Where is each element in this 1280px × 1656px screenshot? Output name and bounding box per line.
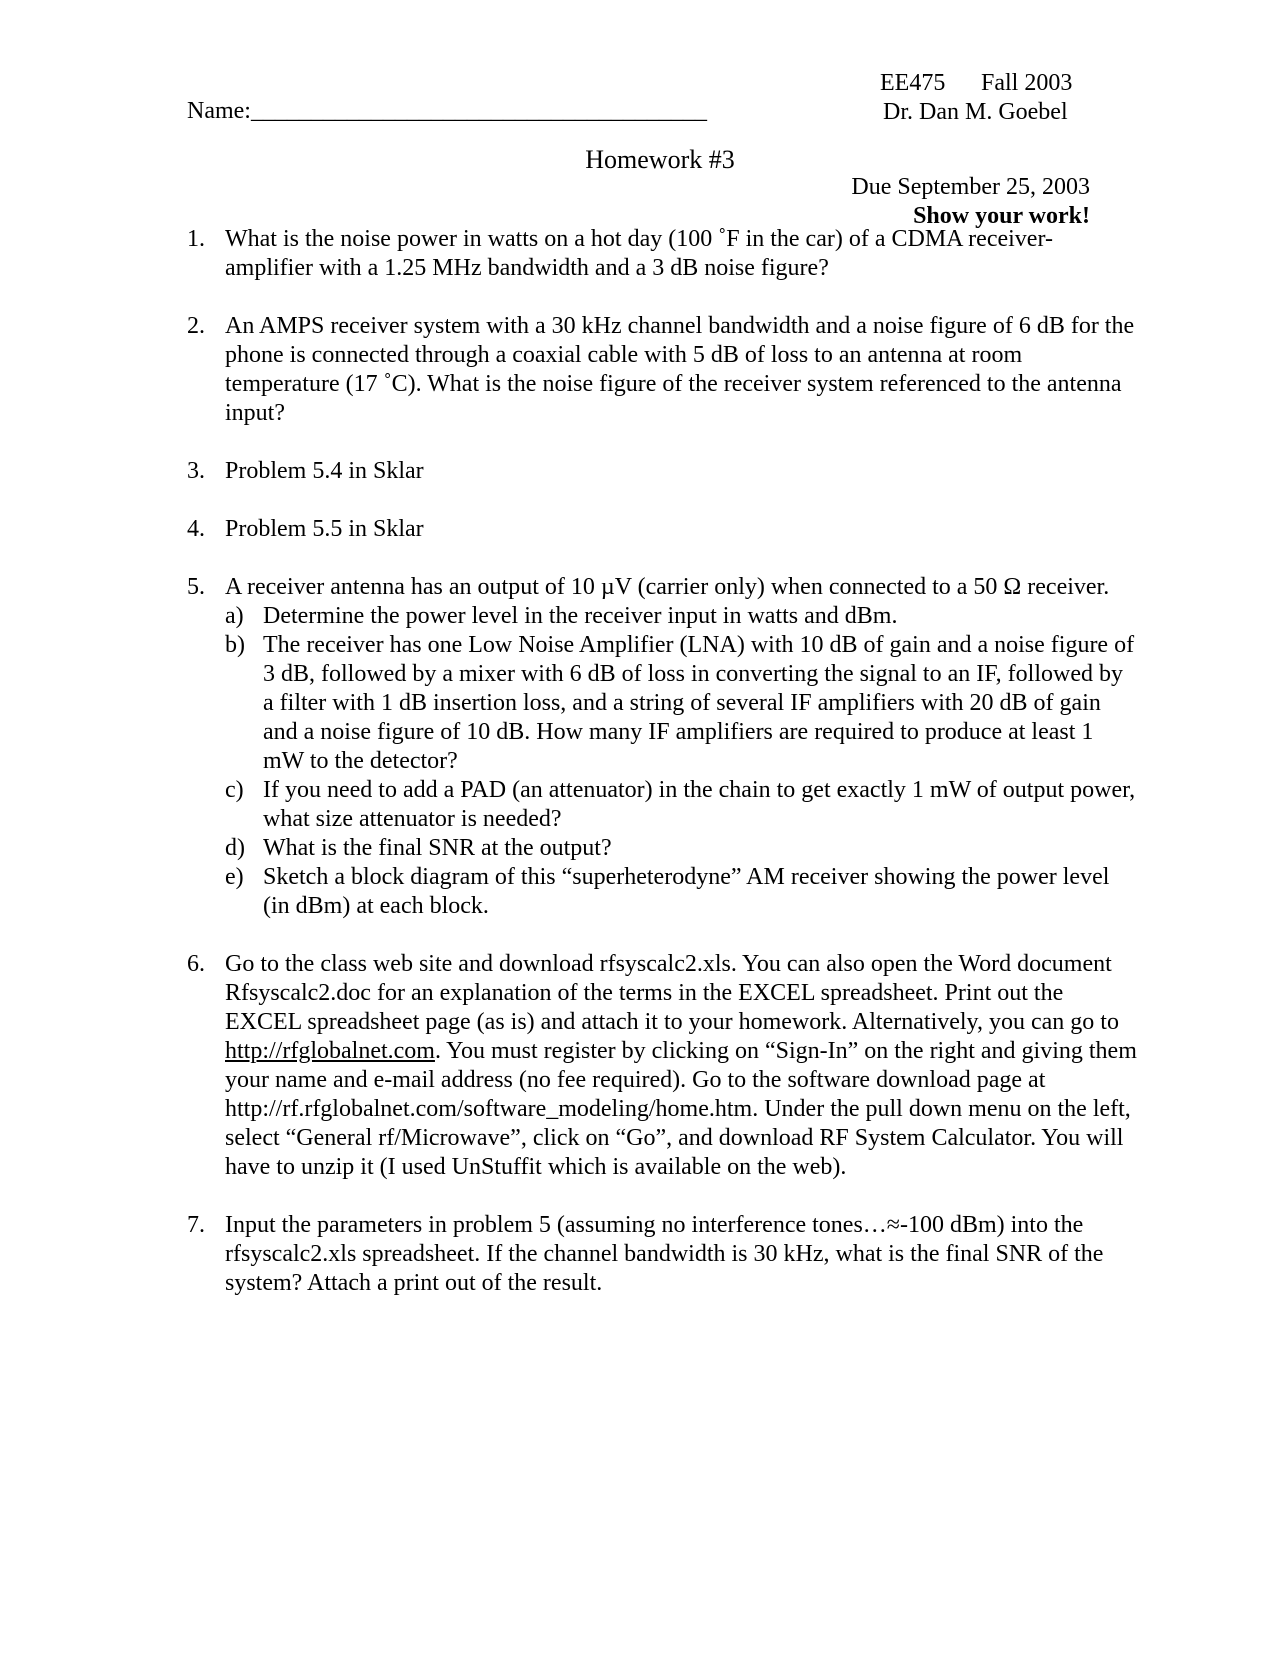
subproblem-text: If you need to add a PAD (an attenuator) in the chain to get exactly 1 mW of output power, what size attenuator is needed? <box>263 777 1136 832</box>
course-header <box>880 69 1090 127</box>
problem-number: 6. <box>187 951 205 977</box>
problem-number: 2. <box>187 313 205 339</box>
subproblem-text: What is the final SNR at the output? <box>263 835 612 861</box>
problem-2 <box>187 312 1137 428</box>
page-title: Homework #3 <box>585 145 735 174</box>
problem-4 <box>187 515 1137 544</box>
problem-text-continued: . You must register by clicking on “Sign-In” on the right and giving them your name and e-mail address (no fee required). Go to the software download page at http://rf.rfglobalnet.com/software_modeling/home.htm. Under the pull down menu on the left, select “General rf/Microwave”, click on “Go”, and download RF System Calculator. You will have to unzip it (I used UnStuffit which is available on the web). <box>225 1038 1137 1180</box>
rfglobalnet-link[interactable]: http://rfglobalnet.com <box>225 1038 435 1064</box>
problem-6 <box>187 950 1137 1182</box>
subproblem-d <box>225 834 1137 863</box>
problem-number: 4. <box>187 516 205 542</box>
problem-number: 5. <box>187 574 205 600</box>
subproblem-e <box>225 863 1137 921</box>
subproblem-text: Determine the power level in the receiver input in watts and dBm. <box>263 603 898 629</box>
problem-1 <box>187 225 1137 283</box>
subproblem-c <box>225 776 1137 834</box>
problem-number: 7. <box>187 1212 205 1238</box>
problem-text: What is the noise power in watts on a hot day (100 ˚F in the car) of a CDMA receiver-amplifier with a 1.25 MHz bandwidth and a 3 dB noise figure? <box>225 226 1053 281</box>
subproblem-a <box>225 602 1137 631</box>
show-work-note: Show your work! <box>913 203 1090 229</box>
course-code: EE475 <box>880 70 946 96</box>
problem-7 <box>187 1211 1137 1298</box>
subproblem-label: c) <box>225 777 244 803</box>
instructor: Dr. Dan M. Goebel <box>883 99 1068 125</box>
subproblem-b <box>225 631 1137 776</box>
subproblem-label: e) <box>225 864 244 890</box>
subproblem-label: d) <box>225 835 245 861</box>
problem-number: 3. <box>187 458 205 484</box>
problem-number: 1. <box>187 226 205 252</box>
subproblem-label: a) <box>225 603 244 629</box>
problem-text: Input the parameters in problem 5 (assuming no interference tones…≈-100 dBm) into the rfsyscalc2.xls spreadsheet. If the channel bandwidth is 30 kHz, what is the final SNR of the system? Attach a print out of the result. <box>225 1212 1104 1296</box>
problem-5 <box>187 573 1137 921</box>
problem-text: Go to the class web site and download rfsyscalc2.xls. You can also open the Word document Rfsyscalc2.doc for an explanation of the terms in the EXCEL spreadsheet. Print out the EXCEL spreadsheet page (as is) and attach it to your homework. Alternatively, you can go to <box>225 951 1119 1035</box>
term: Fall 2003 <box>981 70 1073 96</box>
subproblem-label: b) <box>225 632 245 658</box>
subproblem-text: The receiver has one Low Noise Amplifier (LNA) with 10 dB of gain and a noise figure of 3 dB, followed by a mixer with 6 dB of loss in converting the signal to an IF, followed by a filter with 1 dB insertion loss, and a string of several IF amplifiers with 20 dB of gain and a noise figure of 10 dB. How many IF amplifiers are required to produce at least 1 mW to the detector? <box>263 632 1135 774</box>
name-field-line: Name:______________________________________ <box>187 98 707 124</box>
problem-3 <box>187 457 1137 486</box>
problem-text: A receiver antenna has an output of 10 µV (carrier only) when connected to a 50 Ω receiver. <box>225 574 1110 600</box>
problem-text: Problem 5.4 in Sklar <box>225 458 424 484</box>
problem-list <box>187 225 1137 1327</box>
course-term-row <box>880 69 1090 98</box>
problem-text: Problem 5.5 in Sklar <box>225 516 424 542</box>
subproblem-list <box>225 602 1137 921</box>
due-date: Due September 25, 2003 <box>851 174 1090 200</box>
subproblem-text: Sketch a block diagram of this “superheterodyne” AM receiver showing the power level (in dBm) at each block. <box>263 864 1110 919</box>
problem-text: An AMPS receiver system with a 30 kHz channel bandwidth and a noise figure of 6 dB for the phone is connected through a coaxial cable with 5 dB of loss to an antenna at room temperature (17 ˚C). What is the noise figure of the receiver system referenced to the antenna input? <box>225 313 1135 426</box>
due-block <box>851 173 1090 231</box>
